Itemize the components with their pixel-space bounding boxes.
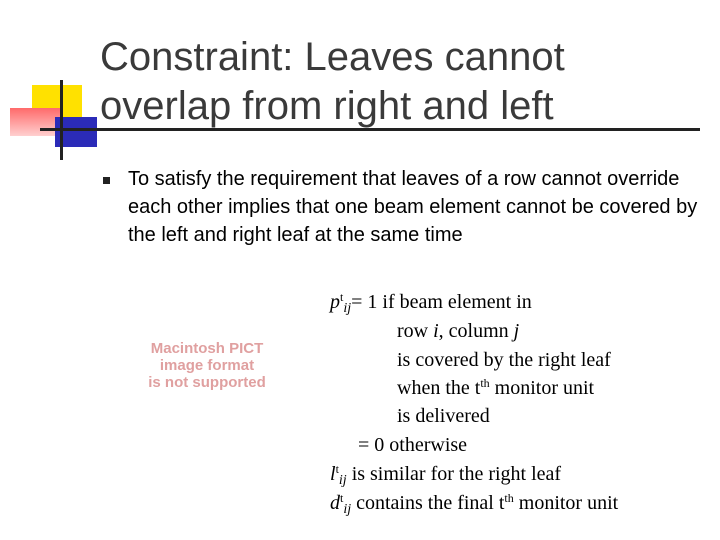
red-square-decoration [10, 108, 60, 136]
equation-when-line [397, 374, 594, 402]
slide-title [100, 33, 565, 131]
bullet-square-icon [103, 177, 110, 184]
pict-line: image format [159, 357, 255, 374]
var-l: l [330, 463, 336, 485]
var-j: j [513, 320, 520, 342]
equation-l-line [330, 460, 561, 488]
sup-t: t [340, 290, 344, 304]
sup-t: t [340, 491, 344, 505]
equation-delivered-line: is delivered [397, 405, 490, 427]
equation-text: is similar for the right leaf [346, 463, 562, 485]
title-line-2: overlap from right and left [100, 84, 554, 128]
equation-covered-line: is covered by the right leaf [397, 349, 611, 371]
equation-text: contains the final t [351, 492, 505, 514]
equation-row-line [397, 317, 519, 345]
sup-th: th [480, 376, 490, 390]
equation-text: when the t [397, 377, 481, 399]
equation-text: , column [438, 320, 514, 342]
sub-ij: ij [343, 301, 352, 316]
equation-p-line [330, 288, 532, 316]
sup-t: t [335, 462, 339, 476]
equation-text: row [397, 320, 434, 342]
sub-ij: ij [338, 473, 347, 488]
pict-line: Macintosh PICT [150, 340, 264, 357]
vertical-rule [60, 80, 63, 160]
title-line-1: Constraint: Leaves cannot [100, 35, 565, 79]
equation-text: = 1 if beam element in [351, 291, 532, 313]
equation-text: monitor unit [489, 377, 595, 399]
equation-text: monitor unit [513, 492, 619, 514]
equation-d-line [330, 489, 618, 517]
sub-ij: ij [343, 502, 352, 517]
sup-th: th [504, 491, 514, 505]
var-p: p [330, 291, 340, 313]
equation-otherwise-line: = 0 otherwise [358, 434, 468, 456]
var-d: d [330, 492, 340, 514]
var-i: i [433, 320, 439, 342]
pict-placeholder [124, 340, 290, 391]
pict-line: is not supported [148, 374, 266, 391]
bullet-text: To satisfy the requirement that leaves of a row cannot override each other implies that one beam element cannot be covered by the left and right leaf at the same time [128, 168, 698, 246]
